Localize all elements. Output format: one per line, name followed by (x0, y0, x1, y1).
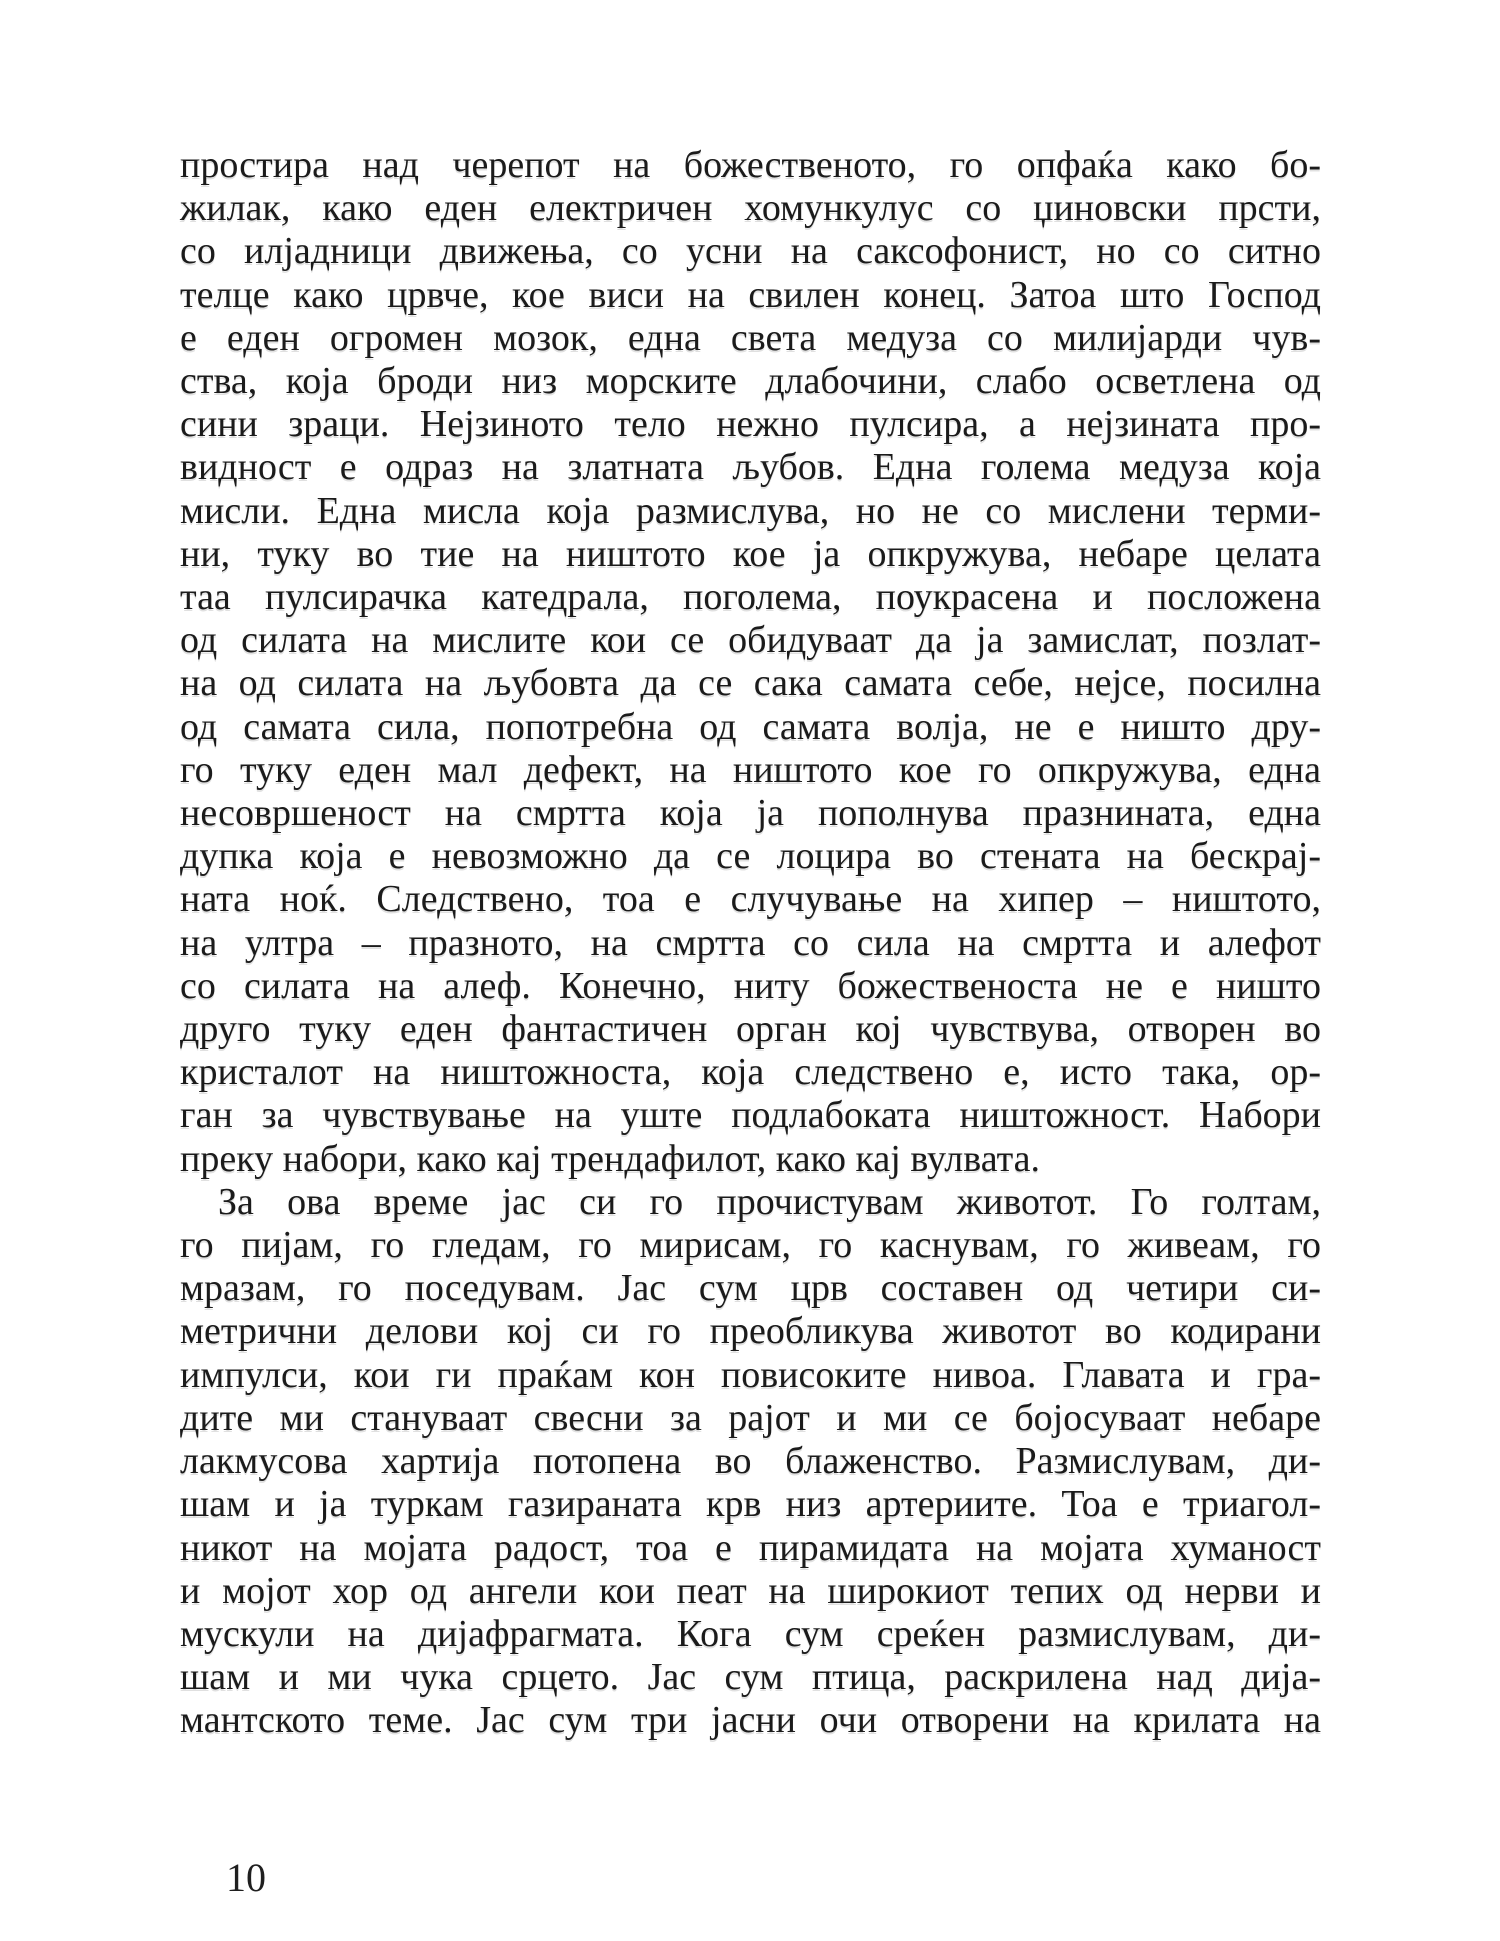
text-line: метрични делови кој си го преобликува животот во кодирани (180, 1310, 1321, 1353)
text-line: мразам, го поседувам. Јас сум црв составен од четири си- (180, 1267, 1321, 1310)
text-line: шам и ми чука срцето. Јас сум птица, раскрилена над дија- (180, 1656, 1321, 1699)
text-line: преку набори, како кај трендафилот, како кај вулвата. (180, 1137, 1041, 1180)
text-line: и мојот хор од ангели кои пеат на широкиот тепих од нерви и (180, 1569, 1321, 1612)
text-line: За ова време јас си го прочистувам животот. Го голтам, (218, 1180, 1321, 1223)
text-line: ни, туку во тие на ништото кое ја опкружува, небаре целата (180, 532, 1321, 575)
text-line: лакмусова хартија потопена во блаженство. Размислувам, ди- (180, 1440, 1321, 1483)
text-line: го пијам, го гледам, го мирисам, го каснувам, го живеам, го (180, 1224, 1321, 1267)
text-line: од силата на мислите кои се обидуваат да ја замислат, позлат- (180, 619, 1321, 662)
text-line: од самата сила, попотребна од самата волја, не е ништо дру- (180, 705, 1321, 748)
text-line: шам и ја туркам газираната крв низ артериите. Тоа е триагол- (180, 1483, 1321, 1526)
text-line: ната ноќ. Следствено, тоа е случување на хипер – ништото, (180, 878, 1321, 921)
text-line: на од силата на љубовта да се сака самата себе, нејсе, посилна (180, 662, 1321, 705)
text-line: на ултра – празното, на смртта со сила на смртта и алефот (180, 921, 1321, 964)
text-line: дупка која е невозможно да се лоцира во стената на бескрај- (180, 835, 1321, 878)
text-line: жилак, како еден електричен хомункулус со џиновски прсти, (180, 187, 1321, 230)
text-line: ства, која броди низ морските длабочини, слабо осветлена од (180, 360, 1321, 403)
text-line: со илјадници движења, со усни на саксофонист, но со ситно (180, 230, 1321, 273)
text-line: е еден огромен мозок, една света медуза со милијарди чув- (180, 316, 1321, 359)
text-line: со силата на алеф. Конечно, ниту божественоста не е ништо (180, 964, 1321, 1007)
text-line: сини зраци. Нејзиното тело нежно пулсира, а нејзината про- (180, 403, 1321, 446)
text-line: таа пулсирачка катедрала, поголема, поукрасена и посложена (180, 576, 1321, 619)
text-line: мускули на дијафрагмата. Кога сум среќен размислувам, ди- (180, 1612, 1321, 1655)
text-line: импулси, кои ги праќам кон повисоките нивоа. Главата и гра- (180, 1353, 1321, 1396)
text-line: ган за чувствување на уште подлабоката ништожност. Набори (180, 1094, 1321, 1137)
text-line: кристалот на ништожноста, која следствено е, исто така, ор- (180, 1051, 1321, 1094)
text-line: мантското теме. Јас сум три јасни очи отворени на крилата на (180, 1699, 1321, 1742)
text-line: го туку еден мал дефект, на ништото кое го опкружува, една (180, 748, 1321, 791)
text-line: несовршеност на смртта која ја пополнува празнината, една (180, 792, 1321, 835)
text-line: телце како црвче, кое виси на свилен конец. Затоа што Господ (180, 273, 1321, 316)
text-line: мисли. Една мисла која размислува, но не со мислени терми- (180, 489, 1321, 532)
text-line: никот на мојата радост, тоа е пирамидата на мојата хуманост (180, 1526, 1321, 1569)
page-number: 10 (226, 1855, 266, 1900)
text-line: простира над черепот на божественото, го опфаќа како бо- (180, 144, 1321, 186)
text-line: дите ми стануваат свесни за рајот и ми се бојосуваат небаре (180, 1396, 1321, 1439)
body-text-block (180, 144, 1321, 1743)
text-line: друго туку еден фантастичен орган кој чувствува, отворен во (180, 1008, 1321, 1051)
text-line: видност е одраз на златната љубов. Една голема медуза која (180, 446, 1321, 489)
